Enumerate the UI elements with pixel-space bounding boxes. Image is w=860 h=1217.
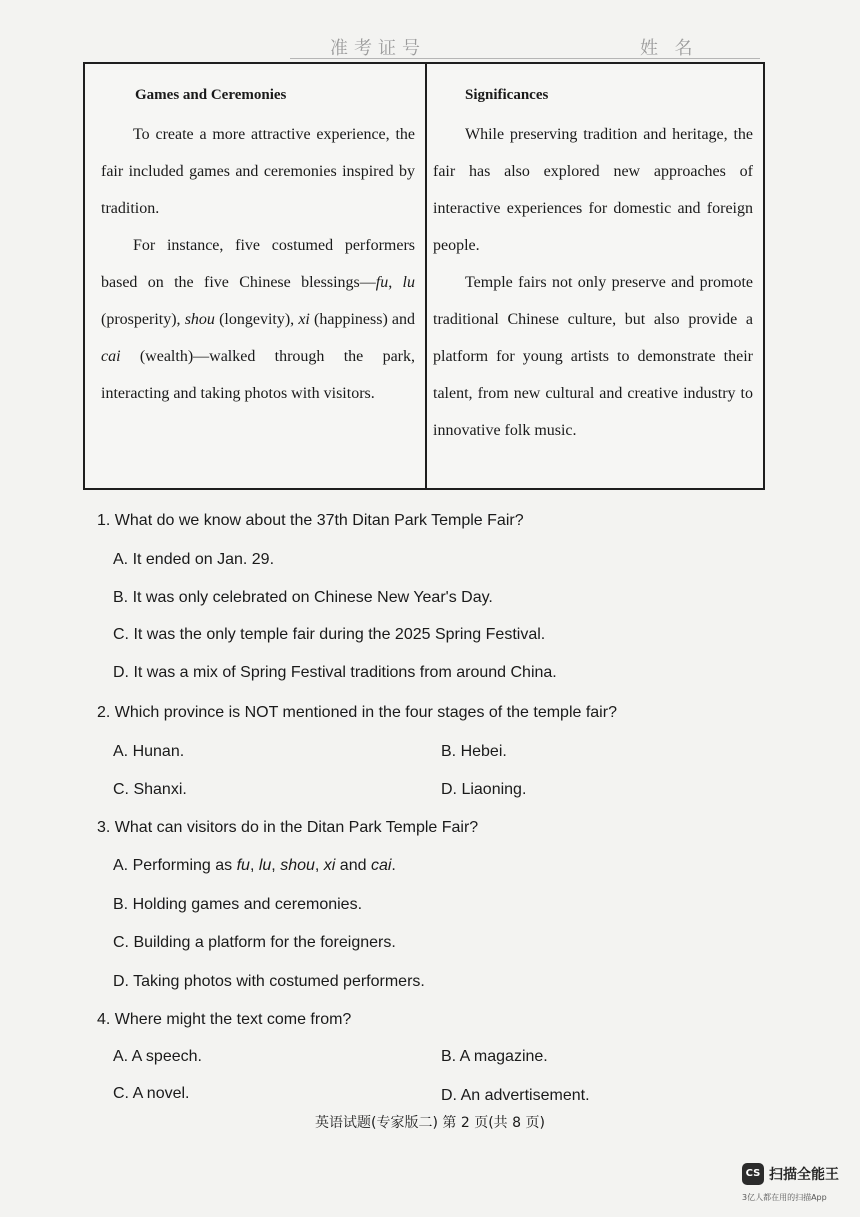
question-3-option-d[interactable]: D. Taking photos with costumed performers. [113, 973, 425, 990]
paragraph: Temple fairs not only preserve and promote traditional Chinese culture, but also provide a platform for young artists to demonstrate their talent, from new cultural and creative industry to innovative folk music. [433, 274, 753, 439]
question-4-option-c[interactable]: C. A novel. [113, 1085, 190, 1102]
question-1-option-a[interactable]: A. It ended on Jan. 29. [113, 551, 275, 568]
significances-column [427, 64, 763, 488]
question-3-option-a[interactable]: A. Performing as fu, lu, shou, xi and cai. [113, 857, 396, 874]
paragraph: For instance, five costumed performers based on the five Chinese blessings—fu, lu (prosperity), shou (longevity), xi (happiness) and cai (wealth)—walked through the park, interacting and taking photos with visitors. [101, 237, 416, 402]
question-2-option-d[interactable]: D. Liaoning. [441, 781, 527, 798]
games-ceremonies-column [85, 64, 427, 488]
question-4-stem: 4. Where might the text come from? [97, 1011, 352, 1028]
term-cai: cai [101, 348, 121, 365]
column-title: Games and Ceremonies [135, 87, 287, 103]
watermark-name: 扫描全能王 [769, 1167, 839, 1183]
term-xi: xi [298, 311, 310, 328]
page-footer: 英语试题(专家版二) 第 2 页(共 8 页) [315, 1115, 545, 1131]
exam-number-label: 准考证号 [330, 38, 426, 58]
question-2-stem: 2. Which province is NOT mentioned in the four stages of the temple fair? [97, 704, 617, 721]
question-4-option-a[interactable]: A. A speech. [113, 1048, 202, 1065]
question-3-option-b[interactable]: B. Holding games and ceremonies. [113, 896, 363, 913]
info-table [83, 62, 765, 490]
term-fu: fu [375, 274, 389, 291]
question-1-option-b[interactable]: B. It was only celebrated on Chinese New Year's Day. [113, 589, 493, 606]
question-2-option-b[interactable]: B. Hebei. [441, 743, 507, 760]
name-label: 姓 名 [640, 38, 699, 58]
question-1-stem: 1. What do we know about the 37th Ditan Park Temple Fair? [97, 512, 524, 529]
question-4-option-b[interactable]: B. A magazine. [441, 1048, 548, 1065]
term-shou: shou [184, 311, 215, 328]
question-2-option-c[interactable]: C. Shanxi. [113, 781, 187, 798]
column-title: Significances [465, 87, 549, 103]
paragraph: To create a more attractive experience, the fair included games and ceremonies inspired by tradition. [101, 126, 415, 217]
question-2-option-a[interactable]: A. Hunan. [113, 743, 185, 760]
question-4-option-d[interactable]: D. An advertisement. [441, 1087, 590, 1104]
watermark-tagline: 3亿人都在用的扫描App [742, 1193, 827, 1202]
term-lu: lu [402, 274, 415, 291]
question-3-option-c[interactable]: C. Building a platform for the foreigners. [113, 934, 396, 951]
question-1-option-c[interactable]: C. It was the only temple fair during the 2025 Spring Festival. [113, 626, 546, 643]
header-divider [290, 58, 760, 59]
scanner-watermark [742, 1163, 839, 1185]
camscanner-logo-icon: CS [742, 1163, 764, 1185]
question-3-stem: 3. What can visitors do in the Ditan Park Temple Fair? [97, 819, 479, 836]
question-1-option-d[interactable]: D. It was a mix of Spring Festival traditions from around China. [113, 664, 557, 681]
paragraph: While preserving tradition and heritage, the fair has also explored new approaches of interactive experiences for domestic and foreign people. [433, 126, 753, 254]
